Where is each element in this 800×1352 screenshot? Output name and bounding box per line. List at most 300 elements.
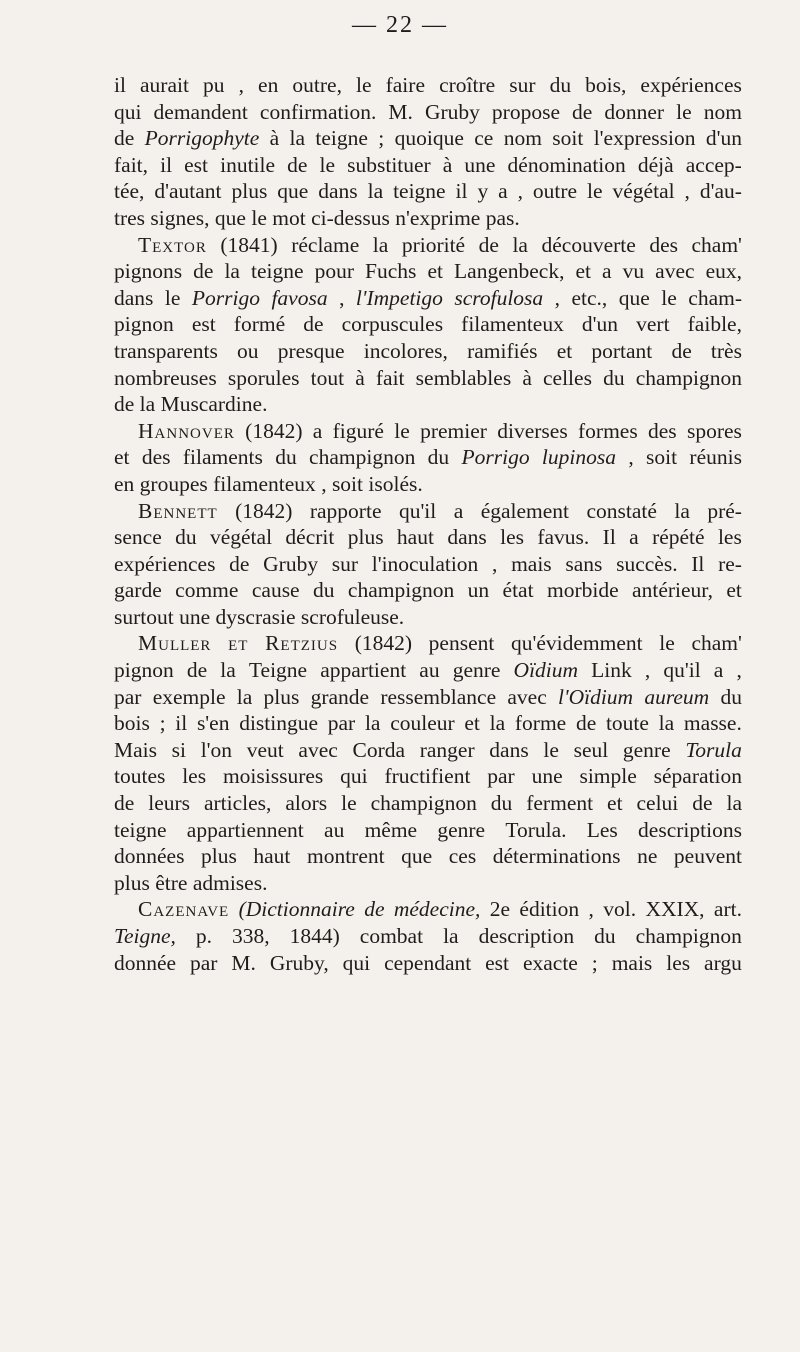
word: celles: [543, 365, 592, 390]
page-number: — 22 —: [352, 12, 448, 38]
word: qui: [340, 764, 368, 789]
word: cham-: [688, 285, 742, 310]
word: à: [355, 365, 365, 390]
word: le: [587, 179, 603, 204]
word: de: [572, 99, 593, 124]
text-line: [114, 365, 742, 392]
word: le: [543, 737, 559, 762]
text-line: [114, 391, 742, 418]
word: 338,: [232, 924, 270, 948]
word: dyscrasie: [215, 604, 301, 629]
word: quoique: [394, 126, 464, 151]
word: le: [164, 285, 181, 310]
word: soit: [331, 471, 369, 496]
word: couleur: [390, 711, 455, 736]
word: premier: [420, 418, 487, 443]
word: qu'il: [663, 658, 701, 683]
word: la: [364, 711, 381, 736]
word: Retzius: [265, 631, 339, 656]
text-line: [114, 551, 742, 578]
word: mot: [272, 205, 312, 230]
text-line: [114, 923, 742, 950]
word: champignon: [635, 365, 742, 390]
word: aureum: [644, 684, 710, 709]
word: a: [713, 658, 724, 683]
word: l'on: [200, 737, 233, 762]
text-line: [114, 498, 742, 525]
word: Torula: [685, 737, 742, 762]
word: dénomination: [507, 152, 626, 177]
text-line: [114, 99, 742, 126]
word: la: [220, 658, 236, 683]
word: (Dictionnaire: [238, 897, 355, 922]
word: et: [575, 259, 592, 284]
word: formé: [233, 312, 286, 337]
word: avec: [655, 259, 695, 284]
word: en: [258, 73, 279, 97]
word: Il: [602, 525, 616, 550]
word: de: [114, 791, 135, 816]
word: ,: [736, 658, 742, 683]
word: ressemblance: [380, 684, 497, 709]
word: pour: [314, 259, 355, 284]
word: le: [394, 418, 410, 443]
word: à: [269, 126, 280, 151]
text-line: [114, 657, 742, 684]
word: Il: [691, 551, 705, 576]
word: il: [175, 711, 188, 736]
word: la: [372, 232, 389, 257]
word: il: [455, 179, 468, 204]
text-line: [114, 232, 742, 259]
word: données: [114, 844, 185, 869]
word: est: [191, 312, 216, 337]
word: mais: [611, 950, 653, 975]
word: avec: [298, 737, 338, 762]
word: des: [141, 445, 171, 470]
word: Mais: [114, 737, 157, 762]
word: (1842): [354, 631, 413, 656]
word: filamenteux: [461, 312, 564, 337]
word: du: [275, 445, 297, 470]
body-text: [114, 72, 742, 976]
word: découverte: [541, 232, 636, 257]
word: plus: [201, 844, 237, 869]
word: appartient: [320, 658, 407, 683]
word: fructifient: [384, 764, 471, 789]
word: garde: [114, 578, 162, 603]
word: alors: [285, 791, 328, 816]
word: ;: [378, 126, 385, 151]
word: formes: [578, 418, 638, 443]
word: Oïdium: [513, 658, 579, 683]
word: mais: [511, 551, 552, 576]
word: argu: [704, 950, 742, 975]
word: Bennett: [138, 498, 218, 523]
word: édition: [519, 897, 580, 922]
word: les: [666, 950, 691, 975]
text-line: [114, 577, 742, 604]
word: Fuchs: [365, 259, 417, 284]
word: de: [193, 259, 214, 284]
word: sur: [331, 551, 359, 576]
word: plus: [347, 525, 384, 550]
word: Link: [591, 658, 632, 683]
word: soit: [646, 445, 678, 470]
word: outre,: [292, 73, 342, 97]
word: la: [224, 259, 240, 284]
word: la: [139, 392, 161, 417]
word: d'un: [581, 312, 619, 337]
word: même: [364, 817, 418, 842]
word: Gruby: [263, 551, 319, 576]
word: seul: [573, 737, 609, 762]
text-line: [114, 152, 742, 179]
word: distingue: [239, 711, 319, 736]
word: morbide: [546, 578, 619, 603]
word: qui: [114, 99, 142, 124]
word: s'en: [196, 711, 230, 736]
word: succès.: [616, 551, 678, 576]
word: les: [717, 525, 742, 550]
word: du: [603, 365, 625, 390]
word: réclame: [291, 232, 360, 257]
word: Hannover: [138, 418, 235, 443]
text-line: [114, 205, 742, 232]
word: et: [228, 631, 249, 656]
word: filaments: [182, 445, 263, 470]
word: médecine,: [393, 897, 481, 922]
word: Muller: [138, 631, 212, 656]
word: l'Impetigo: [355, 285, 443, 310]
word: outre: [532, 179, 578, 204]
word: ,: [238, 73, 244, 97]
word: antérieur,: [632, 578, 713, 603]
word: et: [607, 791, 623, 816]
word: moisissures: [222, 764, 324, 789]
word: bois,: [585, 73, 627, 97]
word: de: [575, 711, 597, 736]
word: répété: [652, 525, 705, 550]
word: du: [313, 578, 335, 603]
word: pignon: [114, 312, 174, 337]
word: tée,: [114, 179, 145, 204]
word: filamenteux: [213, 471, 322, 496]
word: plus: [263, 684, 300, 709]
word: si: [171, 737, 187, 762]
word: pignon: [114, 658, 174, 683]
word: Torula.: [505, 817, 567, 842]
word: masse.: [683, 711, 742, 736]
word: faire: [385, 73, 425, 97]
word: expériences: [114, 551, 216, 576]
word: Gruby,: [269, 950, 329, 975]
word: teigne: [114, 817, 167, 842]
text-line: [114, 258, 742, 285]
word: 2e: [489, 897, 511, 922]
word: en: [114, 471, 140, 496]
word: dans: [318, 179, 358, 204]
text-line: [114, 72, 742, 99]
word: nom: [703, 99, 742, 124]
word: eux,: [705, 259, 742, 284]
word: et: [427, 259, 443, 284]
word: la: [443, 924, 459, 948]
word: la: [367, 179, 384, 204]
word: que: [401, 844, 433, 869]
word: spores: [686, 418, 742, 443]
word: rapporte: [309, 498, 382, 523]
word: état: [502, 578, 534, 603]
word: champignon: [370, 791, 477, 816]
word: grande: [310, 684, 370, 709]
word: Textor: [138, 232, 207, 257]
word: M.: [388, 99, 413, 124]
word: qu'évidemment: [511, 631, 643, 656]
word: a: [498, 179, 508, 204]
text-line: [114, 710, 742, 737]
word: à: [522, 365, 532, 390]
word: diverses: [497, 418, 568, 443]
word: du: [490, 791, 513, 816]
word: Langenbeck,: [454, 259, 565, 284]
word: il: [114, 73, 126, 97]
text-line: [114, 684, 742, 711]
word: substituer: [347, 152, 431, 177]
word: l'inoculation: [371, 551, 479, 576]
word: la: [236, 684, 253, 709]
word: articles,: [203, 791, 272, 816]
word: au: [324, 817, 345, 842]
word: 1844): [289, 924, 340, 948]
word: inutile: [220, 152, 276, 177]
word: admises.: [192, 870, 268, 895]
word: des: [649, 232, 678, 257]
word: a: [629, 525, 639, 550]
word: le: [659, 631, 675, 656]
word: le: [319, 152, 336, 177]
word: portant: [591, 338, 653, 363]
word: donnée: [114, 950, 177, 975]
word: sans: [565, 551, 603, 576]
word: du: [427, 445, 450, 470]
word: Cazenave: [138, 897, 230, 922]
word: du: [720, 684, 742, 709]
word: cham': [691, 232, 742, 257]
word: signes,: [150, 205, 215, 230]
word: une: [179, 604, 216, 629]
word: Teigne,: [114, 924, 176, 948]
word: a: [312, 418, 323, 443]
word: haut: [396, 525, 434, 550]
word: ci-dessus: [311, 205, 396, 230]
word: dans: [489, 737, 529, 762]
word: ,: [492, 551, 498, 576]
word: re-: [718, 551, 742, 576]
text-line: [114, 125, 742, 152]
word: leurs: [148, 791, 191, 816]
word: ces: [448, 844, 477, 869]
word: à: [442, 152, 453, 177]
text-line: [114, 870, 742, 897]
word: pignons: [114, 259, 183, 284]
word: Muscardine.: [160, 392, 268, 417]
word: végétal: [612, 179, 675, 204]
word: faible,: [687, 312, 742, 337]
word: scrofuleuse.: [300, 604, 405, 629]
word: ,: [628, 445, 634, 470]
word: que: [277, 179, 309, 204]
word: le: [251, 205, 273, 230]
word: fait,: [114, 152, 149, 177]
word: corpuscules: [341, 312, 444, 337]
word: ferment: [526, 791, 594, 816]
word: que: [618, 285, 650, 310]
word: Porrigo: [461, 445, 530, 470]
word: par: [487, 764, 515, 789]
word: figuré: [332, 418, 384, 443]
word: d'autant: [154, 179, 222, 204]
word: dans: [447, 525, 487, 550]
word: déterminations: [492, 844, 621, 869]
word: un: [467, 578, 490, 603]
word: ne: [637, 844, 658, 869]
word: ,: [644, 658, 651, 683]
word: et: [726, 578, 742, 603]
word: pensent: [428, 631, 495, 656]
word: du: [594, 924, 616, 948]
word: bois: [114, 711, 150, 736]
word: Les: [586, 817, 618, 842]
text-line: [114, 950, 742, 977]
word: vu: [622, 259, 645, 284]
word: la: [674, 498, 690, 523]
word: qu'il: [398, 498, 437, 523]
word: les: [500, 525, 524, 550]
word: soit: [552, 126, 584, 151]
word: le: [356, 73, 372, 97]
word: la: [726, 791, 742, 816]
word: de: [692, 791, 713, 816]
text-line: [114, 338, 742, 365]
word: Corda: [352, 737, 406, 762]
word: haut: [253, 844, 291, 869]
text-line: [114, 763, 742, 790]
word: de: [671, 338, 692, 363]
word: semblables: [415, 365, 512, 390]
word: ,: [517, 179, 523, 204]
word: champignon: [347, 578, 455, 603]
word: ;: [591, 950, 598, 975]
word: l'expression: [593, 126, 696, 151]
word: XXIX,: [645, 897, 705, 922]
word: scrofulosa: [454, 285, 544, 310]
text-line: [114, 418, 742, 445]
word: Porrigophyte: [144, 126, 260, 151]
word: Porrigo: [191, 285, 260, 310]
word: description: [478, 924, 575, 948]
word: d'au-: [699, 179, 742, 204]
word: avec: [507, 684, 547, 709]
word: du: [549, 73, 572, 97]
word: (1842): [245, 418, 303, 443]
word: est: [184, 152, 209, 177]
word: également: [480, 498, 570, 523]
word: de: [114, 126, 135, 151]
word: exemple: [152, 684, 226, 709]
word: le: [341, 791, 357, 816]
word: a: [602, 259, 612, 284]
word: cham': [691, 631, 742, 656]
word: de: [114, 392, 140, 417]
text-line: [114, 817, 742, 844]
word: toutes: [114, 764, 166, 789]
word: combat: [359, 924, 424, 948]
word: nombreuses: [114, 365, 217, 390]
word: par: [327, 711, 356, 736]
word: montrent: [306, 844, 385, 869]
word: simple: [579, 764, 637, 789]
word: forme: [514, 711, 567, 736]
word: une: [464, 152, 496, 177]
word: incolores,: [363, 338, 448, 363]
word: teigne: [315, 126, 368, 151]
word: être: [155, 870, 193, 895]
word: par: [114, 684, 142, 709]
word: tres: [114, 205, 151, 230]
text-line: [114, 471, 742, 498]
word: transparents: [114, 338, 218, 363]
word: la: [512, 232, 528, 257]
word: surtout: [114, 604, 180, 629]
word: ,: [588, 897, 594, 922]
word: décrit: [285, 525, 335, 550]
word: et: [114, 445, 130, 470]
word: vert: [636, 312, 670, 337]
word: accep-: [685, 152, 742, 177]
word: ,: [321, 471, 332, 496]
word: et: [464, 711, 480, 736]
word: des: [648, 418, 677, 443]
word: au: [419, 658, 440, 683]
word: champignon: [309, 445, 416, 470]
word: les: [182, 764, 207, 789]
word: sur: [509, 73, 536, 97]
word: sence: [114, 525, 162, 550]
word: de: [364, 897, 385, 922]
word: pré-: [707, 498, 742, 523]
word: cause: [251, 578, 300, 603]
word: est: [485, 950, 510, 975]
word: fait: [375, 365, 405, 390]
word: d'un: [705, 126, 742, 151]
word: champignon: [635, 924, 742, 948]
word: que: [214, 205, 252, 230]
word: de: [186, 658, 208, 683]
word: la: [658, 711, 675, 736]
word: genre: [452, 658, 501, 683]
word: croître: [439, 73, 496, 97]
word: demandent: [153, 99, 248, 124]
word: teigne: [251, 259, 304, 284]
word: il: [160, 152, 173, 177]
word: aurait: [140, 73, 189, 97]
word: tout: [310, 365, 345, 390]
text-line: [114, 604, 742, 631]
word: y: [477, 179, 489, 204]
word: la: [489, 711, 506, 736]
word: pas.: [485, 205, 520, 230]
